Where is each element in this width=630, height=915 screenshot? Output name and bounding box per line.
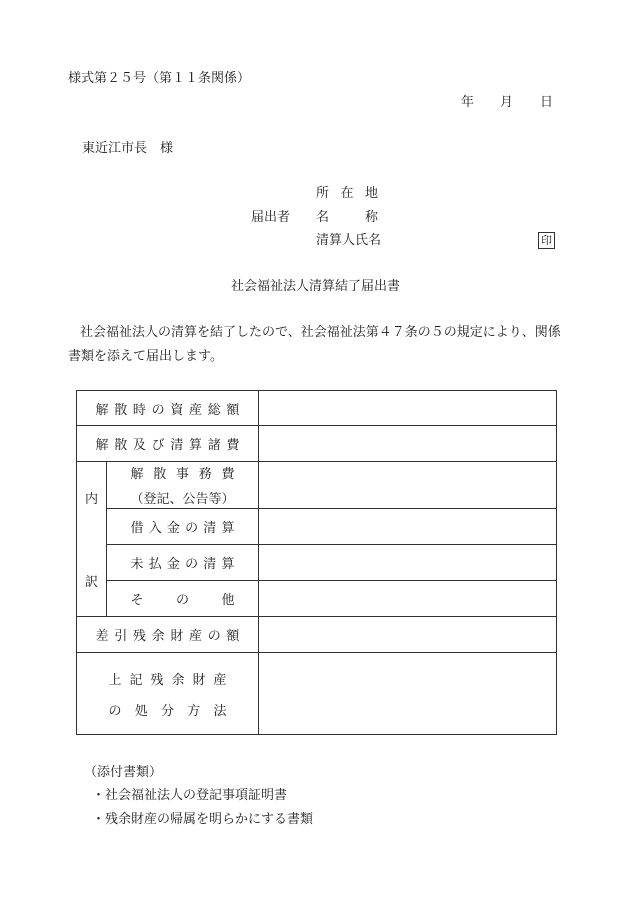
breakdown-top-char: 内 [84, 492, 98, 507]
date-year: 年 [461, 95, 475, 110]
office-expenses-note: （登記、公告等） [130, 492, 235, 507]
unpaid-settlement-value-cell [259, 545, 557, 581]
breakdown-bottom-char: 訳 [84, 575, 98, 590]
body-text-line-1: 社会福祉法人の清算を結了したので、社会福祉法第４７条の５の規定により、関係 [80, 325, 561, 340]
address-label: 所 在 地 [316, 186, 378, 201]
disposal-method-line-2: の 処 分 方 法 [108, 703, 227, 719]
dissolution-costs-value-cell [259, 426, 557, 462]
attachment-item-2: ・残余財産の帰属を明らかにする書類 [92, 812, 314, 827]
other-value-cell [259, 581, 557, 617]
date-month: 月 [500, 95, 514, 110]
total-assets-label: 解 散 時 の 資 産 総 額 [95, 402, 240, 418]
disposal-method-line-1: 上 記 残 余 財 産 [108, 672, 227, 688]
liquidator-name-label: 清算人氏名 [316, 233, 382, 248]
office-expenses-value-cell [259, 462, 557, 509]
attachments-heading: （添付書類） [84, 765, 163, 780]
attachment-item-1: ・社会福祉法人の登記事項証明書 [92, 788, 288, 803]
loan-settlement-label: 借 入 金 の 清 算 [130, 521, 235, 536]
other-label: そ の 他 [130, 593, 235, 608]
table-row [77, 617, 557, 653]
date-day: 日 [540, 95, 554, 110]
table-row [77, 545, 557, 581]
document-title: 社会福祉法人清算結了届出書 [231, 279, 401, 294]
body-text-line-2: 書類を添えて届出します。 [68, 349, 223, 364]
breakdown-label [77, 462, 107, 617]
office-expenses-label: 解 散 事 務 費 [130, 467, 235, 482]
disposal-method-value-cell [259, 653, 557, 735]
table-row [77, 391, 557, 426]
remaining-amount-value-cell [259, 617, 557, 653]
remaining-amount-label: 差 引 残 余 財 産 の 額 [95, 629, 240, 644]
seal-mark: 印 [538, 232, 555, 249]
loan-settlement-value-cell [259, 509, 557, 545]
table-row [77, 509, 557, 545]
addressee: 東近江市長 様 [82, 141, 174, 156]
settlement-table [76, 390, 557, 735]
notifier-label: 届出者 [251, 210, 291, 225]
table-row [77, 462, 557, 509]
table-row [77, 581, 557, 617]
unpaid-settlement-label: 未 払 金 の 清 算 [130, 557, 235, 572]
total-assets-value-cell [259, 391, 557, 426]
table-row [77, 426, 557, 462]
table-row [77, 653, 557, 735]
dissolution-costs-label: 解 散 及 び 清 算 諸 費 [95, 438, 240, 453]
form-number: 様式第２５号（第１１条関係） [68, 71, 251, 86]
name-label: 名 称 [316, 210, 378, 225]
